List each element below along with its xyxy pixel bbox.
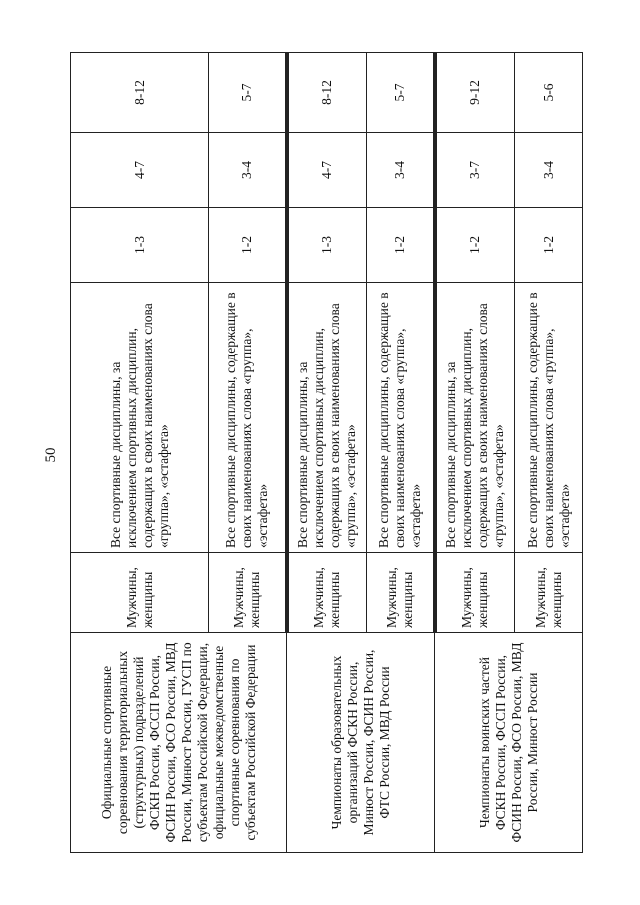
gender-cell: Мужчины, женщины bbox=[287, 553, 367, 633]
gender-cell: Мужчины, женщины bbox=[435, 553, 515, 633]
rank-range-2: 3-4 bbox=[367, 133, 435, 208]
discipline-cell: Все спортивные дисциплины, за исключением спортивных дисциплин, содержащих в своих наименованиях слова «группа», «эстафета» bbox=[435, 283, 515, 553]
discipline-cell: Все спортивные дисциплины, содержащие в своих наименованиях слова «группа», «эстафета» bbox=[367, 283, 435, 553]
rank-range-2: 3-7 bbox=[435, 133, 515, 208]
table-row bbox=[435, 53, 515, 853]
gender-cell: Мужчины, женщины bbox=[367, 553, 435, 633]
rotated-table-container bbox=[70, 53, 572, 853]
rank-range-2: 3-4 bbox=[515, 133, 583, 208]
rank-range-1: 1-3 bbox=[287, 208, 367, 283]
discipline-cell: Все спортивные дисциплины, за исключением спортивных дисциплин, содержащих в своих наименованиях слова «группа», «эстафета» bbox=[287, 283, 367, 553]
rank-range-3: 5-7 bbox=[209, 53, 287, 133]
competition-cell: Чемпионаты воинских частей ФСКН России, ФССП России, ФСИН России, ФСО России, МВД России, Минюст России bbox=[435, 633, 583, 853]
rank-range-1: 1-3 bbox=[71, 208, 209, 283]
rank-range-3: 5-7 bbox=[367, 53, 435, 133]
gender-cell: Мужчины, женщины bbox=[515, 553, 583, 633]
rank-range-1: 1-2 bbox=[515, 208, 583, 283]
gender-cell: Мужчины, женщины bbox=[71, 553, 209, 633]
rank-range-3: 9-12 bbox=[435, 53, 515, 133]
rank-range-3: 5-6 bbox=[515, 53, 583, 133]
rank-range-1: 1-2 bbox=[367, 208, 435, 283]
gender-cell: Мужчины, женщины bbox=[209, 553, 287, 633]
discipline-cell: Все спортивные дисциплины, за исключением спортивных дисциплин, содержащих в своих наименованиях слова «группа», «эстафета» bbox=[71, 283, 209, 553]
competition-cell: Чемпионаты образовательных организаций ФСКН России, Минюст России, ФСИН России, ФТС России, МВД России bbox=[287, 633, 435, 853]
rank-range-2: 3-4 bbox=[209, 133, 287, 208]
rank-range-2: 4-7 bbox=[287, 133, 367, 208]
page-number: 50 bbox=[43, 447, 59, 463]
discipline-cell: Все спортивные дисциплины, содержащие в своих наименованиях слова «группа», «эстафета» bbox=[515, 283, 583, 553]
rank-range-3: 8-12 bbox=[71, 53, 209, 133]
rank-range-2: 4-7 bbox=[71, 133, 209, 208]
rank-range-1: 1-2 bbox=[435, 208, 515, 283]
ranking-table bbox=[70, 52, 583, 853]
competition-cell: Официальные спортивные соревнования территориальных (структурных) подразделений ФСКН России, ФССП России, ФСИН России, ФСО России, МВД России, Минюст России, ГУСП по субъектам Российской Федерации, официальные межведомственные спортивные соревнования по субъектам Российской Федерации bbox=[71, 633, 287, 853]
table-row bbox=[287, 53, 367, 853]
rank-range-1: 1-2 bbox=[209, 208, 287, 283]
table-row bbox=[71, 53, 209, 853]
discipline-cell: Все спортивные дисциплины, содержащие в своих наименованиях слова «группа», «эстафета» bbox=[209, 283, 287, 553]
rank-range-3: 8-12 bbox=[287, 53, 367, 133]
